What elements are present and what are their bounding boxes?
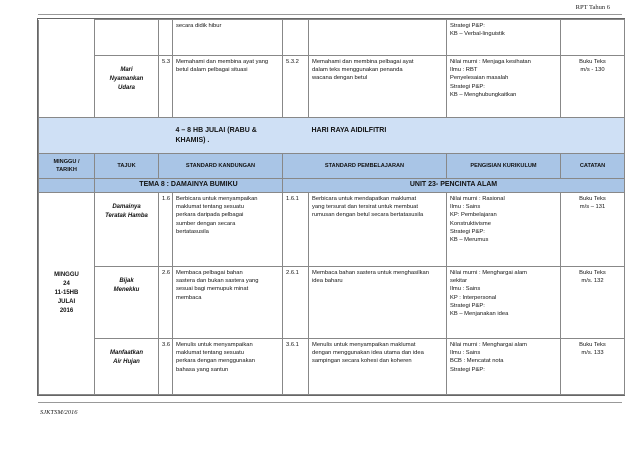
text-line: Nilai murni : Menghargai alam (450, 342, 528, 348)
tajuk-cell (95, 267, 159, 339)
text-line: KB – Menjanakan idea (450, 311, 509, 318)
week-rows (39, 193, 625, 395)
text-line: Air Hujan (113, 359, 140, 365)
text-line: Ilmu : Sains (450, 204, 481, 211)
text-line: sastera dan bukan sastera yang (176, 278, 259, 285)
catatan-cell (561, 193, 625, 267)
sk-text (173, 267, 283, 339)
text-line: Manfaatkan (109, 350, 143, 356)
catatan-cell (561, 20, 625, 56)
text-line: Membaca pelbagai bahan (176, 270, 243, 276)
text-line: Menulis untuk menyampaikan (176, 342, 253, 348)
text-line: 24 (63, 281, 70, 287)
text-line: perkara daripada pelbagai (176, 212, 244, 219)
pengisian-cell (447, 267, 561, 339)
sp-number: 5.3.2 (283, 56, 309, 118)
footer-code: SJKTSM/2016 (40, 409, 78, 416)
text-line: Penyelesaian masalah (450, 75, 509, 82)
sp-text (309, 20, 447, 56)
text-line: Mari (120, 67, 133, 73)
sk-number: 5.3 (159, 56, 173, 118)
text-line: Strategi P&P: (450, 83, 485, 90)
text-line: Buku Teks (579, 342, 606, 348)
minggu-cell (39, 20, 95, 56)
text-line: 2016 (59, 308, 74, 314)
text-line: Ilmu : Sains (450, 286, 481, 293)
column-headers (39, 154, 625, 193)
pengisian-cell (447, 193, 561, 267)
text-line: dalam teks menggunakan penanda (312, 67, 403, 74)
text-line: sampingan secara kohesi dan koheren (312, 358, 412, 365)
sk-text (173, 56, 283, 118)
banner-holiday: HARI RAYA AIDILFITRI (309, 118, 625, 154)
pengisian-cell (447, 20, 561, 56)
sp-text (309, 267, 447, 339)
tajuk-cell (95, 20, 159, 56)
sp-number: 3.6.1 (283, 339, 309, 395)
sp-number: 2.6.1 (283, 267, 309, 339)
week-banner (39, 118, 625, 154)
text-line: yang tersurat dan tersirat untuk membuat (312, 204, 419, 211)
sp-text (309, 56, 447, 118)
table-row (39, 193, 625, 267)
text-line: m/s - 130 (580, 67, 605, 74)
sk-text (173, 20, 283, 56)
text-line: idea baharu (312, 278, 343, 285)
text-line: Menekku (113, 287, 140, 293)
text-line: KB – Merumus (450, 237, 489, 244)
text-line: Buku Teks (579, 59, 606, 65)
text-line: wacana dengan betul (312, 75, 368, 82)
header-standard-pembelajaran: STANDARD PEMBELAJARAN (283, 154, 447, 179)
text-line: maklumat tentang sesuatu (176, 350, 244, 357)
text-line: 11-15HB (54, 290, 79, 296)
tajuk-cell (95, 193, 159, 267)
catatan-cell (561, 56, 625, 118)
text-line: Udara (117, 85, 135, 91)
text-line: bertatasusila (176, 228, 209, 235)
text-line: KP : Interpersonal (450, 294, 497, 301)
header-pengisian: PENGISIAN KURIKULUM (447, 154, 561, 179)
text-line: Berbicara untuk menyampaikan (176, 196, 258, 202)
sk-text (173, 193, 283, 267)
text-line: Buku Teks (579, 196, 606, 202)
banner-date: 4 – 8 HB JULAI (RABU & KHAMIS) . (173, 118, 309, 154)
text-line: sesuai bagi memupuk minat (176, 286, 249, 293)
text-line: Ilmu : RBT (450, 67, 478, 74)
text-line: Memahami dan membina ayat yang (176, 59, 269, 65)
catatan-cell (561, 267, 625, 339)
text-line: Strategi P&P: (450, 23, 485, 29)
tajuk-cell (95, 339, 159, 395)
text-line: Membaca bahan sastera untuk menghasilkan (312, 270, 429, 276)
text-line: Strategi P&P: (450, 302, 485, 309)
sk-number: 1.6 (159, 193, 173, 267)
footer-rule (38, 402, 622, 403)
text-line: Buku Teks (579, 270, 606, 276)
text-line: dengan menggunakan idea utama dan idea (312, 350, 424, 357)
text-line: Nilai murni : Rasional (450, 196, 505, 202)
text-line: bahasa yang santun (176, 366, 229, 373)
unit-label: UNIT 23- PENCINTA ALAM (283, 179, 625, 193)
text-line: Strategi P&P: (450, 228, 485, 235)
text-line: m/s. 133 (581, 350, 604, 357)
lesson-plan-table (37, 18, 625, 396)
header-tajuk: TAJUK (95, 154, 159, 179)
tema-label: TEMA 8 : DAMAINYA BUMIKU (95, 179, 283, 193)
text-line: betul dalam pelbagai situasi (176, 67, 248, 74)
text-line: KB – Menghubungkaitkan (450, 91, 517, 98)
sp-text (309, 193, 447, 267)
text-line: m/s. 132 (581, 278, 604, 285)
minggu-cell (39, 193, 95, 395)
header-standard-kandungan: STANDARD KANDUNGAN (159, 154, 283, 179)
sk-number (159, 20, 173, 56)
table-row (39, 20, 625, 56)
sk-text (173, 339, 283, 395)
tajuk-cell (95, 56, 159, 118)
table-row (39, 339, 625, 395)
text-line: sumber dengan secara (176, 220, 236, 227)
sp-text (309, 339, 447, 395)
table-row (39, 56, 625, 118)
pengisian-cell (447, 339, 561, 395)
text-line: membaca (176, 294, 202, 301)
text-line: sekitar (450, 278, 468, 285)
pengisian-cell (447, 56, 561, 118)
header-minggu: MINGGU / TARIKH (39, 154, 95, 179)
text-line: KB – Verbal-linguistik (450, 31, 505, 38)
text-line: BCB : Mencatat nota (450, 358, 504, 365)
table-row (39, 267, 625, 339)
header-rule (38, 14, 622, 15)
text-line: secara didik hibur (176, 23, 222, 29)
header-catatan: CATATAN (561, 154, 625, 179)
sk-number: 2.6 (159, 267, 173, 339)
text-line: maklumat tentang sesuatu (176, 204, 244, 211)
text-line: m/s – 131 (579, 204, 606, 211)
text-line: Nilai murni : Menjaga kesihatan (450, 59, 531, 65)
text-line: Berbicara untuk mendapatkan maklumat (312, 196, 417, 202)
sp-number (283, 20, 309, 56)
text-line: Bijak (119, 278, 134, 284)
text-line: Damainya (112, 204, 141, 210)
text-line: Strategi P&P: (450, 366, 485, 373)
text-line: MINGGU (54, 272, 79, 278)
sk-number: 3.6 (159, 339, 173, 395)
text-line: Teratak Hamba (105, 213, 148, 219)
catatan-cell (561, 339, 625, 395)
sp-number: 1.6.1 (283, 193, 309, 267)
text-line: KP: Pembelajaran (450, 212, 497, 219)
minggu-cell (39, 56, 95, 118)
text-line: Konstruktivisme (450, 220, 491, 227)
text-line: rumusan dengan betul secara bertatasusila (312, 212, 424, 219)
text-line: JULAI (57, 299, 76, 305)
text-line: Ilmu : Sains (450, 350, 481, 357)
text-line: Nyamankan (109, 76, 144, 82)
text-line: Nilai murni : Menghargai alam (450, 270, 528, 276)
top-section (39, 20, 625, 118)
text-line: Menulis untuk menyampaikan maklumat (312, 342, 416, 348)
text-line: perkara dengan menggunakan (176, 358, 255, 365)
text-line: Memahami dan membina pelbagai ayat (312, 59, 414, 65)
document-code: RPT Tahun 6 (575, 4, 610, 11)
